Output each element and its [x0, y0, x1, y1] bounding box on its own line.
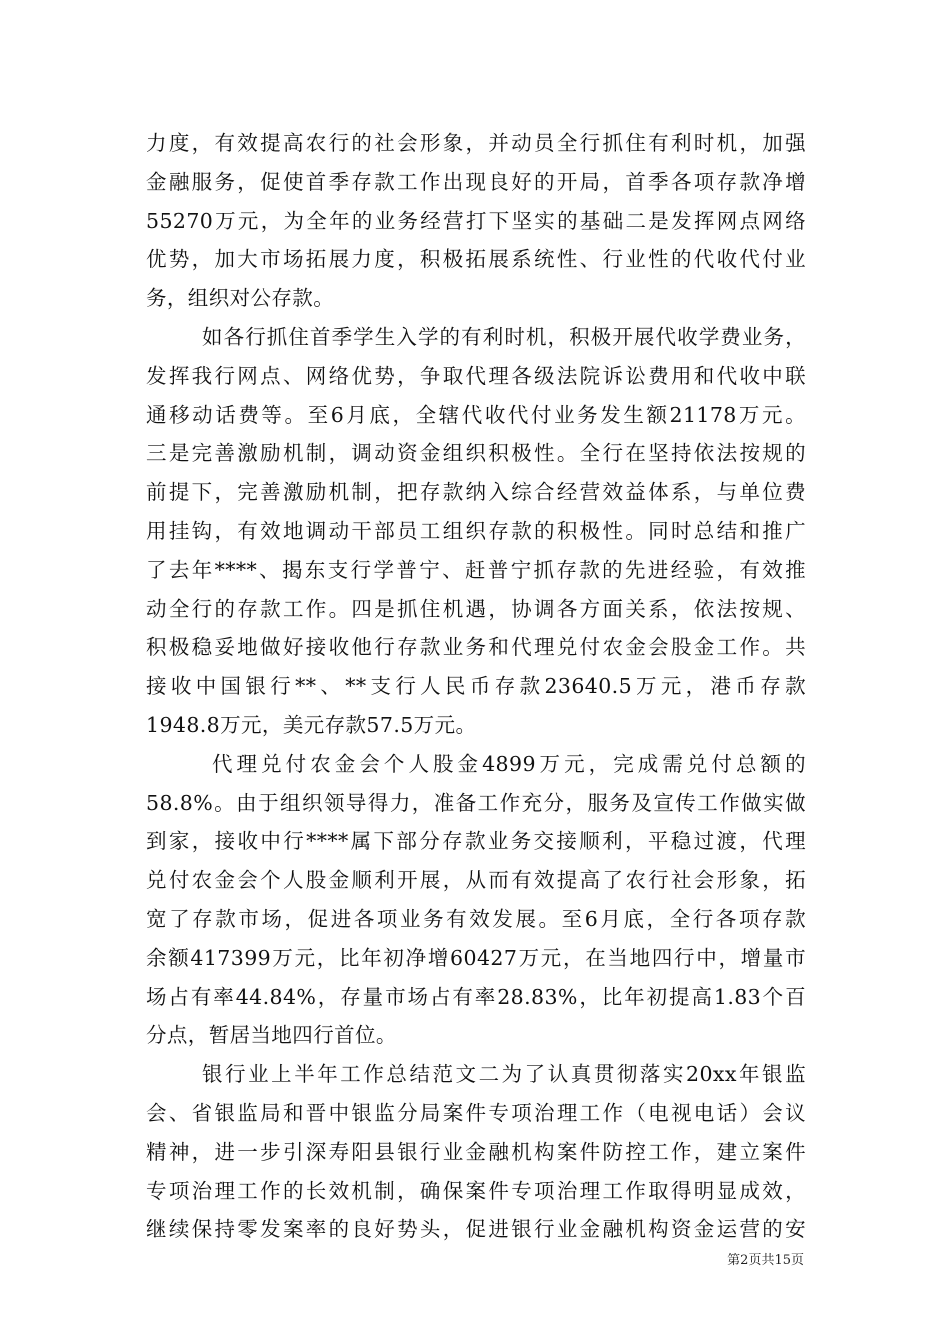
text-line: 优势，加大市场拓展力度，积极拓展系统性、行业性的代收代付业	[146, 247, 806, 272]
text-line: 通移动话费等。至6月底，全辖代收代付业务发生额21178万元。	[146, 402, 806, 427]
text-line: 接收中国银行**、**支行人民币存款23640.5万元，港币存款	[146, 674, 806, 699]
text-line: 动全行的存款工作。四是抓住机遇，协调各方面关系，依法按规、	[146, 596, 806, 621]
text-line: 三是完善激励机制，调动资金组织积极性。全行在坚持依法按规的	[146, 441, 806, 466]
text-line: 力度，有效提高农行的社会形象，并动员全行抓住有利时机，加强	[146, 131, 806, 155]
text-line: 分点，暂居当地四行首位。	[146, 1023, 397, 1048]
text-line: 55270万元，为全年的业务经营打下坚实的基础二是发挥网点网络	[146, 208, 806, 233]
text-line: 到家，接收中行****属下部分存款业务交接顺利，平稳过渡，代理	[146, 829, 806, 854]
text-line: 积极稳妥地做好接收他行存款业务和代理兑付农金会股金工作。共	[146, 635, 806, 660]
text-line: 专项治理工作的长效机制，确保案件专项治理工作取得明显成效，	[146, 1178, 806, 1203]
paragraph-2	[146, 318, 806, 745]
text-line: 发挥我行网点、网络优势，争取代理各级法院诉讼费用和代收中联	[146, 363, 806, 388]
text-line: 58.8%。由于组织领导得力，准备工作充分，服务及宣传工作做实做	[146, 790, 806, 815]
text-line: 代理兑付农金会个人股金4899万元，完成需兑付总额的	[212, 751, 806, 776]
text-line: 前提下，完善激励机制，把存款纳入综合经营效益体系，与单位费	[146, 480, 806, 505]
text-line: 会、省银监局和晋中银监分局案件专项治理工作（电视电话）会议	[146, 1100, 806, 1125]
page-number: 第2页共15页	[727, 1253, 804, 1268]
document-body	[146, 124, 806, 1249]
text-line: 银行业上半年工作总结范文二为了认真贯彻落实20xx年银监	[202, 1062, 806, 1087]
paragraph-4	[146, 1055, 806, 1249]
text-line: 务，组织对公存款。	[146, 286, 335, 311]
text-line: 余额417399万元，比年初净增60427万元，在当地四行中，增量市	[146, 945, 806, 970]
text-line: 继续保持零发案率的良好势头，促进银行业金融机构资金运营的安	[146, 1217, 806, 1242]
text-line: 如各行抓住首季学生入学的有利时机，积极开展代收学费业务，	[202, 324, 806, 349]
text-line: 了去年****、揭东支行学普宁、赶普宁抓存款的先进经验，有效推	[146, 557, 806, 582]
text-line: 场占有率44.84%，存量市场占有率28.83%，比年初提高1.83个百	[146, 984, 806, 1009]
text-line: 宽了存款市场，促进各项业务有效发展。至6月底，全行各项存款	[146, 906, 806, 931]
paragraph-3	[146, 745, 806, 1055]
text-line: 兑付农金会个人股金顺利开展，从而有效提高了农行社会形象，拓	[146, 868, 806, 893]
text-line: 用挂钩，有效地调动干部员工组织存款的积极性。同时总结和推广	[146, 518, 806, 543]
text-line: 金融服务，促使首季存款工作出现良好的开局，首季各项存款净增	[146, 169, 806, 194]
text-line: 精神，进一步引深寿阳县银行业金融机构案件防控工作，建立案件	[146, 1139, 806, 1164]
paragraph-1	[146, 124, 806, 318]
text-line: 1948.8万元，美元存款57.5万元。	[146, 712, 477, 737]
